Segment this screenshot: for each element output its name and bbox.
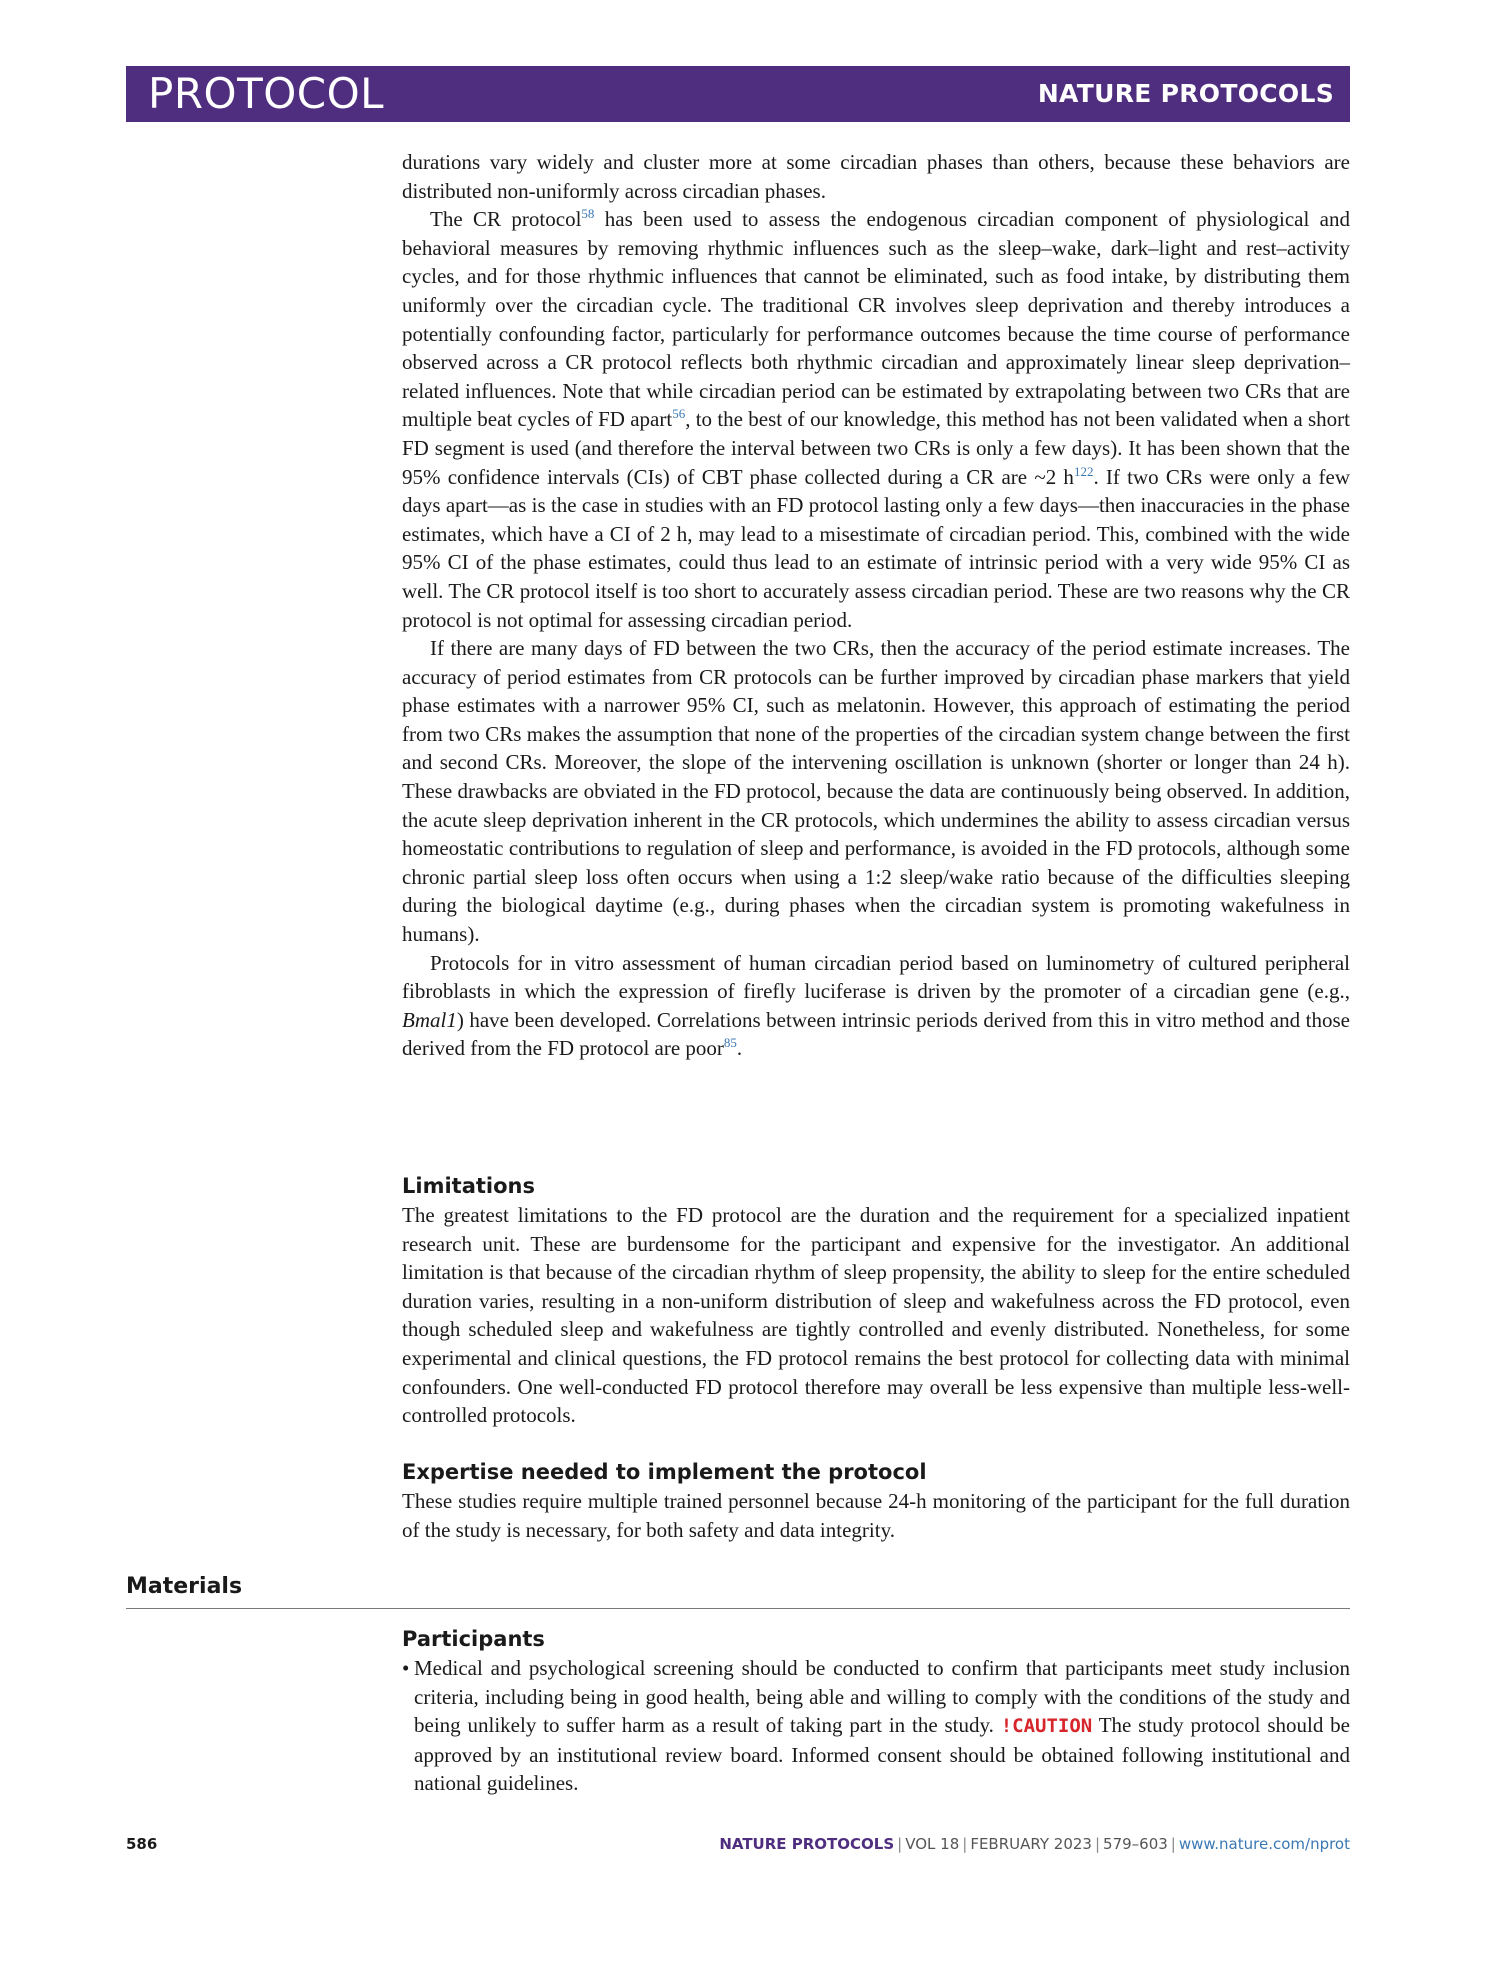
p4-text-b: ) have been developed. Correlations between intrinsic periods derived from this in vitro method and those derived from the FD protocol are poor: [402, 1007, 1350, 1061]
expertise-section: [402, 1487, 1350, 1544]
materials-heading-rule: [126, 1572, 1350, 1609]
journal-url-link[interactable]: www.nature.com/nprot: [1178, 1835, 1350, 1853]
separator: |: [1094, 1835, 1101, 1853]
limitations-heading: Limitations: [402, 1174, 535, 1198]
journal-label: NATURE PROTOCOLS: [1037, 79, 1334, 108]
limitations-section: [402, 1201, 1350, 1430]
paragraph-3: If there are many days of FD between the two CRs, then the accuracy of the period estimate increases. The accuracy of period estimates from CR protocols can be further improved by circadian phase markers that yield phase estimates with a narrower 95% CI, such as melatonin. However, this approach of estimating the period from two CRs makes the assumption that none of the properties of the circadian system change between the first and second CRs. Moreover, the slope of the intervening oscillation is unknown (shorter or longer than 24 h). These drawbacks are obviated in the FD protocol, because the data are continuously being observed. In addition, the acute sleep deprivation inherent in the CR protocols, which undermines the ability to assess circadian versus homeostatic contributions to regulation of sleep and performance, is avoided in the FD protocols, although some chronic partial sleep loss often occurs when using a 1:2 sleep/wake ratio because of the difficulties sleeping during the biological daytime (e.g., during phases when the circadian system is promoting wakefulness in humans).: [402, 636, 1350, 947]
footer-pages: 579–603: [1103, 1835, 1168, 1853]
page-footer: [126, 1832, 1350, 1856]
p2-text-a: The CR protocol: [430, 207, 582, 232]
separator: |: [1170, 1835, 1176, 1853]
participants-heading: Participants: [402, 1627, 545, 1651]
gene-name: Bmal1: [402, 1007, 457, 1032]
paragraph-2: [402, 205, 1350, 634]
footer-volume: VOL 18: [905, 1835, 960, 1853]
separator: |: [897, 1835, 903, 1853]
section-label: PROTOCOL: [148, 69, 385, 118]
reference-link[interactable]: 122: [1073, 463, 1094, 479]
expertise-heading: Expertise needed to implement the protocol: [402, 1460, 927, 1484]
page-number: 586: [126, 1835, 158, 1853]
header-banner: [126, 66, 1350, 122]
reference-link[interactable]: 58: [581, 206, 595, 222]
p4-text-a: Protocols for in vitro assessment of human circadian period based on luminometry of cultured peripheral fibroblasts in which the expression of firefly luciferase is driven by the promoter of a circadian gene (e.g.,: [402, 950, 1350, 1004]
bullet-marker: •: [402, 1656, 410, 1680]
bullet-text-b: The study protocol should be approved by an institutional review board. Informed consent should be obtained following institutional and national guidelines.: [414, 1713, 1350, 1796]
body-text: [402, 148, 1350, 1063]
footer-journal: NATURE PROTOCOLS: [719, 1835, 895, 1853]
participants-bullet-text: [414, 1654, 1350, 1798]
paragraph-4: [402, 949, 1350, 1063]
caution-badge: !CAUTION: [1000, 1715, 1093, 1738]
reference-link[interactable]: 56: [672, 406, 686, 422]
p2-text-d: . If two CRs were only a few days apart—as is the case in studies with an FD protocol lasting only a few days—then inaccuracies in the phase estimates, which have a CI of 2 h, may lead to a misestimate of circadian period. This, combined with the wide 95% CI of the phase estimates, could thus lead to an estimate of intrinsic period with a very wide 95% CI as well. The CR protocol itself is too short to accurately assess circadian period. These are two reasons why the CR protocol is not optimal for assessing circadian period.: [402, 464, 1350, 632]
bullet-text-a: Medical and psychological screening should be conducted to confirm that participants meet study inclusion criteria, including being in good health, being able and willing to comply with the conditions of the study and being unlikely to suffer harm as a result of taking part in the study.: [414, 1656, 1350, 1738]
list-item: [402, 1654, 1350, 1798]
separator: |: [962, 1835, 968, 1853]
citation-line: [719, 1832, 1350, 1856]
p2-text-c: , to the best of our knowledge, this method has not been validated when a short FD segment is used (and therefore the interval between two CRs is only a few days). It has been shown that the 95% confidence intervals (CIs) of CBT phase collected during a CR are ~2 h: [402, 407, 1350, 489]
expertise-text: These studies require multiple trained personnel because 24-h monitoring of the participant for the full duration of the study is necessary, for both safety and data integrity.: [402, 1489, 1350, 1542]
reference-link[interactable]: 85: [723, 1035, 737, 1051]
limitations-text: The greatest limitations to the FD protocol are the duration and the requirement for a specialized inpatient research unit. These are burdensome for the participant and expensive for the investigator. An additional limitation is that because of the circadian rhythm of sleep propensity, the ability to sleep for the entire scheduled duration varies, resulting in a non-uniform distribution of sleep and wakefulness across the FD protocol, even though scheduled sleep and wakefulness are tightly controlled and evenly distributed. Nonetheless, for some experimental and clinical questions, the FD protocol remains the best protocol for collecting data with minimal confounders. One well-conducted FD protocol therefore may overall be less expensive than multiple less-well-controlled protocols.: [402, 1203, 1350, 1428]
footer-date: FEBRUARY 2023: [970, 1835, 1092, 1853]
paragraph-1: durations vary widely and cluster more at some circadian phases than others, because these behaviors are distributed non-uniformly across circadian phases.: [402, 150, 1350, 203]
p2-text-b: has been used to assess the endogenous circadian component of physiological and behavioral measures by removing rhythmic influences such as the sleep–wake, dark–light and rest–activity cycles, and for those rhythmic influences that cannot be eliminated, such as food intake, by distributing them uniformly over the circadian cycle. The traditional CR involves sleep deprivation and thereby introduces a potentially confounding factor, particularly for performance outcomes because the time course of performance observed across a CR protocol reflects both rhythmic circadian and approximately linear sleep deprivation–related influences. Note that while circadian period can be estimated by extrapolating between two CRs that are multiple beat cycles of FD apart: [402, 207, 1350, 432]
materials-heading: Materials: [126, 1574, 243, 1599]
p4-text-c: .: [736, 1036, 743, 1061]
